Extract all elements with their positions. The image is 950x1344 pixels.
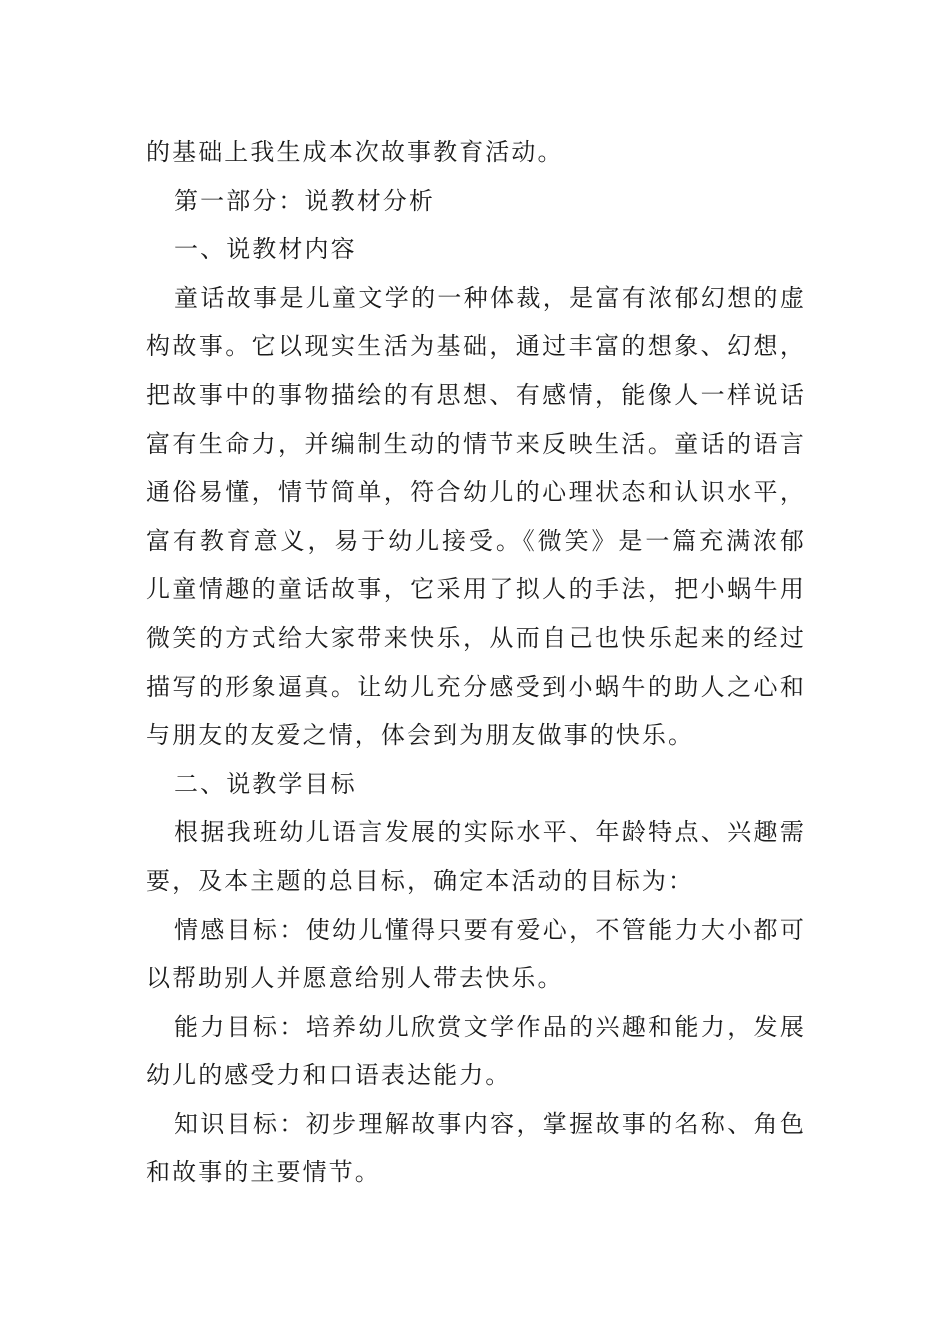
paragraph-ability-goal: 能力目标：培养幼儿欣赏文学作品的兴趣和能力，发展幼儿的感受力和口语表达能力。 — [146, 1012, 806, 1090]
subsection-heading-content: 一、说教材内容 — [174, 235, 357, 264]
subsection-heading-goals: 二、说教学目标 — [174, 769, 357, 798]
paragraph-knowledge-goal: 知识目标：初步理解故事内容，掌握故事的名称、角色和故事的主要情节。 — [146, 1109, 806, 1187]
paragraph-fairy-tale-description: 童话故事是儿童文学的一种体裁，是富有浓郁幻想的虚构故事。它以现实生活为基础，通过丰富的想象、幻想，把故事中的事物描绘的有思想、有感情，能像人一样说话富有生命力，并编制生动的情节来反映生活。童话的语言通俗易懂，情节简单，符合幼儿的心理状态和认识水平，富有教育意义，易于幼儿接受。《微笑》是一篇充满浓郁儿童情趣的童话故事，它采用了拟人的手法，把小蜗牛用微笑的方式给大家带来快乐，从而自己也快乐起来的经过描写的形象逼真。让幼儿充分感受到小蜗牛的助人之心和与朋友的友爱之情，体会到为朋友做事的快乐。 — [146, 283, 806, 750]
paragraph-continuation: 的基础上我生成本次故事教育活动。 — [146, 138, 564, 166]
document-body — [146, 128, 806, 1197]
paragraph-goals-intro: 根据我班幼儿语言发展的实际水平、年龄特点、兴趣需要，及本主题的总目标，确定本活动的目标为： — [146, 818, 806, 895]
paragraph-emotional-goal: 情感目标：使幼儿懂得只要有爱心，不管能力大小都可以帮助别人并愿意给别人带去快乐。 — [146, 915, 806, 993]
section-heading-part-one: 第一部分：说教材分析 — [174, 186, 435, 215]
